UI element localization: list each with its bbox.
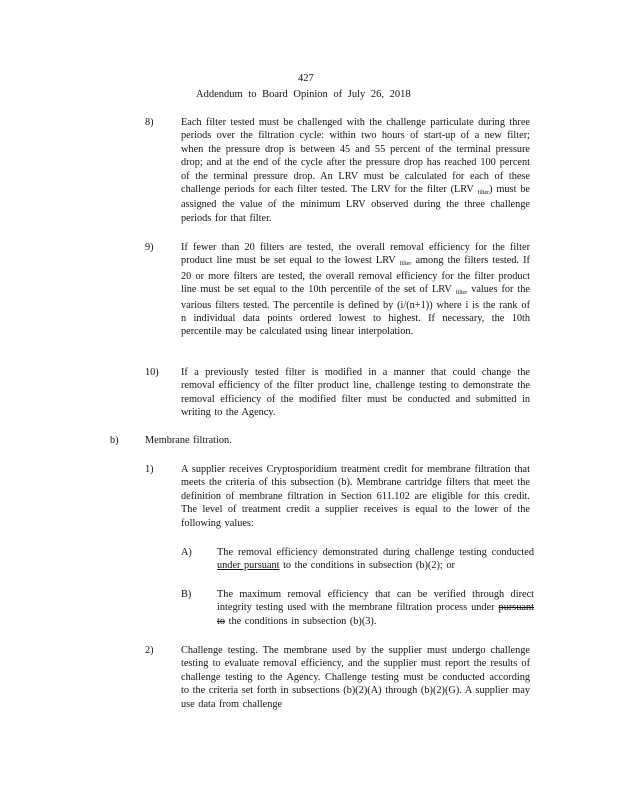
item-text: The removal efficiency demonstrated during challenge testing conducted under pursuant to the conditions in subsection (b)(2); or xyxy=(217,547,534,572)
item-number: 9) xyxy=(145,242,154,253)
subscript: filter xyxy=(477,190,490,197)
item-number: B) xyxy=(181,589,192,600)
deleted-text: pursuant to xyxy=(217,602,535,627)
subscript: filter xyxy=(399,261,412,268)
item-number: A) xyxy=(181,547,192,558)
section-number: b) xyxy=(110,435,119,446)
item-text: Challenge testing. The membrane used by the supplier must undergo challenge testing to evaluate removal efficiency, and the supplier must report the results of challenge testing to the Agency. Challenge testing must be conducted according to the criteria set forth in subsections (b)(2)(A) through (b)(2)(G). A supplier may use data from challenge xyxy=(181,645,530,710)
item-number: 2) xyxy=(145,645,154,656)
item-text: If fewer than 20 filters are tested, the overall removal efficiency for the filter product line must be set equal to the lowest LRV filter among the filters tested. If 20 or more filters are tested, the overall removal efficiency for the filter product line must be set equal to the 10th percentile of the set of LRV filter values for the various filters tested. The percentile is defined by (i/(n+1)) where i is the rank of n individual data points ordered lowest to highest. If necessary, the 10th percentile may be calculated using linear interpolation. xyxy=(181,242,531,338)
item-text: Each filter tested must be challenged with the challenge particulate during three periods over the filtration cycle: within two hours of start-up of a new filter; when the pressure drop is between 45 and 55 percent of the terminal pressure drop; and at the end of the cycle after the pressure drop has reached 100 percent of the terminal pressure drop. An LRV must be calculated for each of these challenge periods for each filter tested. The LRV for the filter (LRV filter) must be assigned the value of the minimum LRV observed during the three challenge periods for that filter. xyxy=(181,117,530,224)
item-text: If a previously tested filter is modified in a manner that could change the removal efficiency of the filter product line, challenge testing to demonstrate the removal efficiency of the modified filter must be conducted and submitted in writing to the Agency. xyxy=(181,367,530,419)
item-number: 8) xyxy=(145,117,154,128)
item-text: A supplier receives Cryptosporidium treatment credit for membrane filtration that meets the criteria of this subsection (b). Membrane cartridge filters that meet the definition of membrane filtration in Section 611.102 are eligible for this credit. The level of treatment credit a supplier receives is equal to the lower of the following values: xyxy=(181,464,530,529)
inserted-text: under pursuant xyxy=(217,560,280,572)
subscript: filter xyxy=(455,290,468,297)
item-number: 1) xyxy=(145,464,154,475)
page-number: 427 xyxy=(298,73,314,84)
item-text: The maximum removal efficiency that can be verified through direct integrity testing used with the membrane filtration process under pursuant to the conditions in subsection (b)(3). xyxy=(217,589,535,627)
item-number: 10) xyxy=(145,367,159,378)
section-title: Membrane filtration. xyxy=(145,435,232,446)
page-header: Addendum to Board Opinion of July 26, 2018 xyxy=(196,89,411,100)
